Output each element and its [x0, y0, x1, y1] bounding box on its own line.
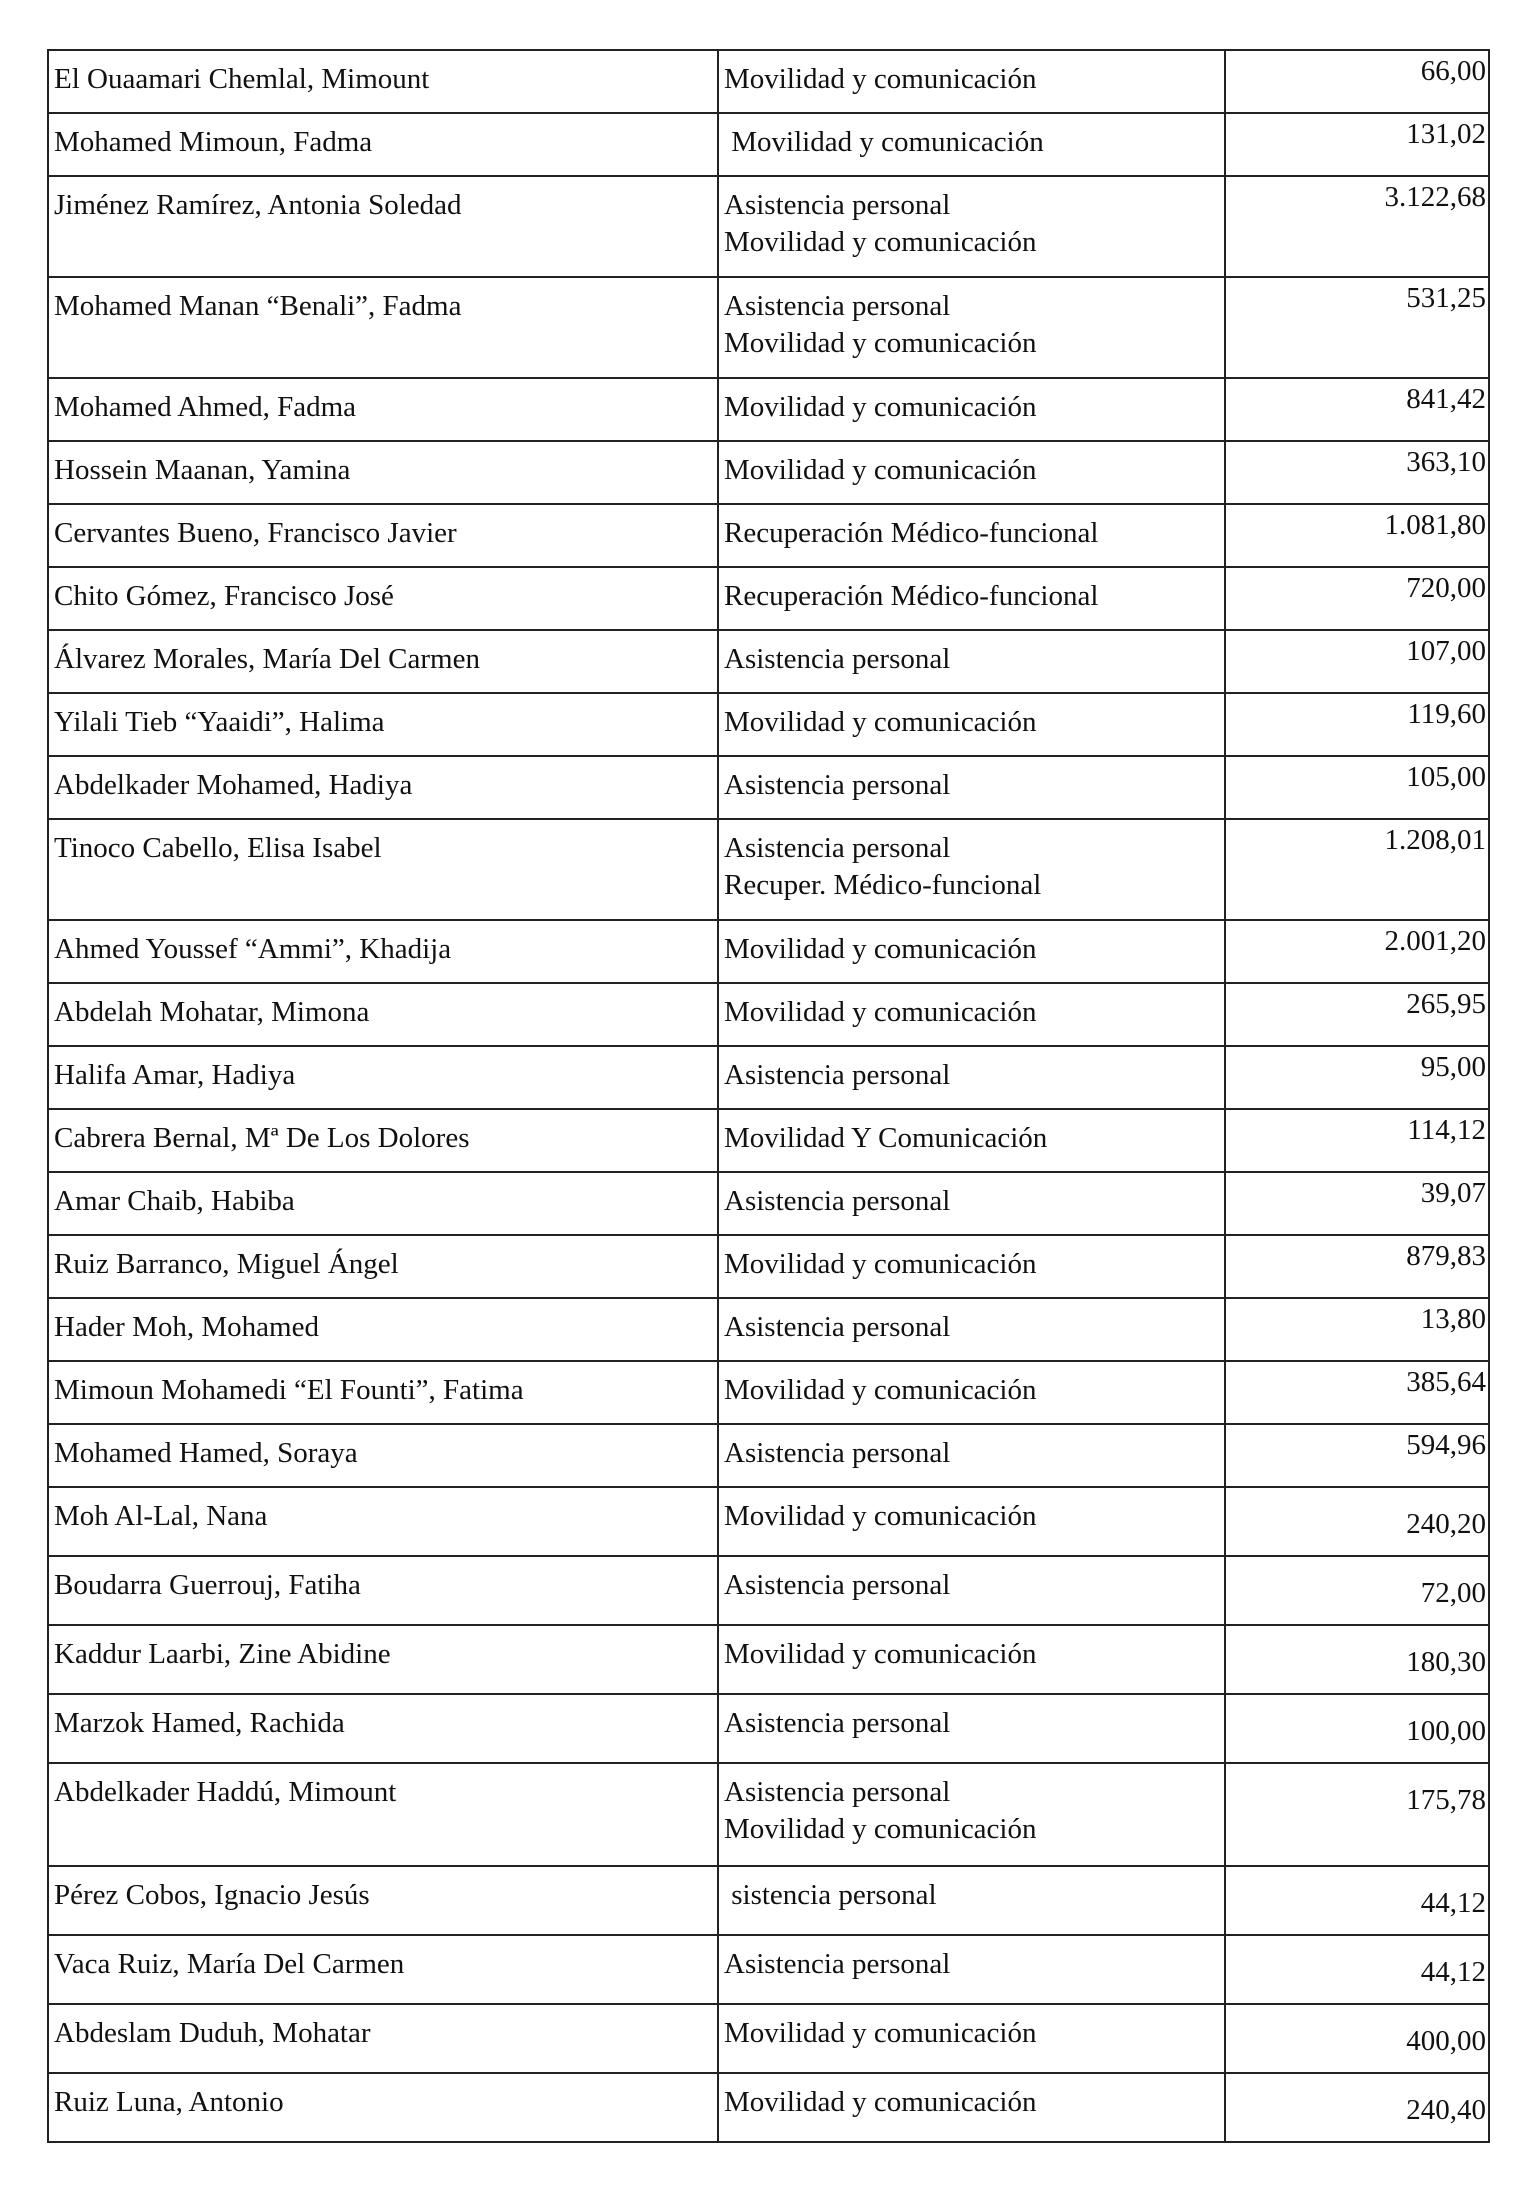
amount: 72,00	[1225, 1556, 1489, 1625]
beneficiary-name: Boudarra Guerrouj, Fatiha	[48, 1556, 718, 1625]
aid-type	[718, 378, 1225, 441]
aid-type-line: Asistencia personal	[724, 1948, 951, 1980]
beneficiary-name: Ahmed Youssef “Ammi”, Khadija	[48, 920, 718, 983]
aid-type	[718, 176, 1225, 277]
table-row	[48, 441, 1489, 504]
aid-type	[718, 1763, 1225, 1866]
amount: 265,95	[1225, 983, 1489, 1046]
beneficiary-name: Vaca Ruiz, María Del Carmen	[48, 1935, 718, 2004]
amount: 240,40	[1225, 2073, 1489, 2142]
table-row	[48, 176, 1489, 277]
table-row	[48, 920, 1489, 983]
aid-type	[718, 1625, 1225, 1694]
beneficiary-name: El Ouaamari Chemlal, Mimount	[48, 50, 718, 113]
aid-type	[718, 819, 1225, 920]
aid-type	[718, 1556, 1225, 1625]
beneficiary-name: Abdelah Mohatar, Mimona	[48, 983, 718, 1046]
aid-type-line: Movilidad y comunicación	[724, 2086, 1037, 2118]
table-row	[48, 1866, 1489, 1935]
aid-type	[718, 1694, 1225, 1763]
amount: 594,96	[1225, 1424, 1489, 1487]
grant-table	[47, 49, 1490, 2143]
aid-type-line: Asistencia personal	[724, 189, 951, 221]
table-row	[48, 756, 1489, 819]
aid-type-line: Movilidad y comunicación	[724, 1813, 1037, 1845]
aid-type	[718, 50, 1225, 113]
aid-type-line: Movilidad Y Comunicación	[724, 1122, 1048, 1154]
amount: 95,00	[1225, 1046, 1489, 1109]
table-row	[48, 567, 1489, 630]
aid-type-line: Movilidad y comunicación	[724, 63, 1037, 95]
aid-type-line: Movilidad y comunicación	[724, 126, 1044, 158]
aid-type-line: Asistencia personal	[724, 1776, 951, 1808]
aid-type-line: Movilidad y comunicación	[724, 1248, 1037, 1280]
table-row	[48, 1694, 1489, 1763]
amount: 119,60	[1225, 693, 1489, 756]
aid-type-line: Asistencia personal	[724, 832, 951, 864]
aid-type-line: Movilidad y comunicación	[724, 706, 1037, 738]
beneficiary-name: Halifa Amar, Hadiya	[48, 1046, 718, 1109]
table-row	[48, 1361, 1489, 1424]
aid-type	[718, 756, 1225, 819]
table-row	[48, 504, 1489, 567]
aid-type-line: Asistencia personal	[724, 1185, 951, 1217]
aid-type-line: Movilidad y comunicación	[724, 2017, 1037, 2049]
aid-type	[718, 1424, 1225, 1487]
amount: 2.001,20	[1225, 920, 1489, 983]
table-row	[48, 819, 1489, 920]
aid-type	[718, 441, 1225, 504]
beneficiary-name: Jiménez Ramírez, Antonia Soledad	[48, 176, 718, 277]
amount: 44,12	[1225, 1866, 1489, 1935]
amount: 107,00	[1225, 630, 1489, 693]
aid-type-line: Movilidad y comunicación	[724, 933, 1037, 965]
aid-type-line: Asistencia personal	[724, 769, 951, 801]
aid-type-line: Movilidad y comunicación	[724, 327, 1037, 359]
amount: 66,00	[1225, 50, 1489, 113]
beneficiary-name: Yilali Tieb “Yaaidi”, Halima	[48, 693, 718, 756]
table-row	[48, 1172, 1489, 1235]
beneficiary-name: Ruiz Barranco, Miguel Ángel	[48, 1235, 718, 1298]
beneficiary-name: Cervantes Bueno, Francisco Javier	[48, 504, 718, 567]
aid-type-line: Asistencia personal	[724, 1059, 951, 1091]
amount: 1.208,01	[1225, 819, 1489, 920]
aid-type-line: Movilidad y comunicación	[724, 1500, 1037, 1532]
aid-type	[718, 567, 1225, 630]
aid-type	[718, 2004, 1225, 2073]
amount: 879,83	[1225, 1235, 1489, 1298]
beneficiary-name: Abdelkader Haddú, Mimount	[48, 1763, 718, 1866]
aid-type-line: Movilidad y comunicación	[724, 391, 1037, 423]
aid-type-line: Recuper. Médico-funcional	[724, 869, 1042, 901]
beneficiary-name: Abdelkader Mohamed, Hadiya	[48, 756, 718, 819]
beneficiary-name: Mohamed Ahmed, Fadma	[48, 378, 718, 441]
beneficiary-name: Moh Al-Lal, Nana	[48, 1487, 718, 1556]
table-row	[48, 2073, 1489, 2142]
beneficiary-name: Marzok Hamed, Rachida	[48, 1694, 718, 1763]
beneficiary-name: Cabrera Bernal, Mª De Los Dolores	[48, 1109, 718, 1172]
beneficiary-name: Abdeslam Duduh, Mohatar	[48, 2004, 718, 2073]
beneficiary-name: Mohamed Mimoun, Fadma	[48, 113, 718, 176]
beneficiary-name: Mohamed Manan “Benali”, Fadma	[48, 277, 718, 378]
amount: 385,64	[1225, 1361, 1489, 1424]
aid-type	[718, 1235, 1225, 1298]
amount: 175,78	[1225, 1763, 1489, 1866]
aid-type-line: Movilidad y comunicación	[724, 454, 1037, 486]
beneficiary-name: Hader Moh, Mohamed	[48, 1298, 718, 1361]
aid-type	[718, 630, 1225, 693]
aid-type	[718, 1935, 1225, 2004]
beneficiary-name: Kaddur Laarbi, Zine Abidine	[48, 1625, 718, 1694]
amount: 105,00	[1225, 756, 1489, 819]
table-row	[48, 1625, 1489, 1694]
aid-type	[718, 504, 1225, 567]
amount: 841,42	[1225, 378, 1489, 441]
aid-type	[718, 1866, 1225, 1935]
table-row	[48, 1556, 1489, 1625]
beneficiary-name: Mohamed Hamed, Soraya	[48, 1424, 718, 1487]
aid-type	[718, 983, 1225, 1046]
amount: 531,25	[1225, 277, 1489, 378]
aid-type-line: Asistencia personal	[724, 1437, 951, 1469]
beneficiary-name: Ruiz Luna, Antonio	[48, 2073, 718, 2142]
table-row	[48, 378, 1489, 441]
table-row	[48, 2004, 1489, 2073]
beneficiary-name: Álvarez Morales, María Del Carmen	[48, 630, 718, 693]
amount: 363,10	[1225, 441, 1489, 504]
grant-rows	[48, 50, 1489, 2142]
beneficiary-name: Amar Chaib, Habiba	[48, 1172, 718, 1235]
amount: 39,07	[1225, 1172, 1489, 1235]
table-row	[48, 113, 1489, 176]
aid-type	[718, 277, 1225, 378]
aid-type-line: Asistencia personal	[724, 1707, 951, 1739]
table-row	[48, 983, 1489, 1046]
table-row	[48, 1424, 1489, 1487]
beneficiary-name: Mimoun Mohamedi “El Founti”, Fatima	[48, 1361, 718, 1424]
amount: 180,30	[1225, 1625, 1489, 1694]
aid-type-line: Asistencia personal	[724, 1569, 951, 1601]
aid-type	[718, 1046, 1225, 1109]
table-row	[48, 1935, 1489, 2004]
aid-type-line: Recuperación Médico-funcional	[724, 580, 1099, 612]
aid-type-line: Recuperación Médico-funcional	[724, 517, 1099, 549]
amount: 720,00	[1225, 567, 1489, 630]
table-row	[48, 1763, 1489, 1866]
aid-type-line: Movilidad y comunicación	[724, 996, 1037, 1028]
table-row	[48, 277, 1489, 378]
amount: 240,20	[1225, 1487, 1489, 1556]
amount: 131,02	[1225, 113, 1489, 176]
table-row	[48, 1235, 1489, 1298]
table-row	[48, 693, 1489, 756]
aid-type	[718, 2073, 1225, 2142]
beneficiary-name: Hossein Maanan, Yamina	[48, 441, 718, 504]
table-row	[48, 1109, 1489, 1172]
aid-type	[718, 1361, 1225, 1424]
amount: 13,80	[1225, 1298, 1489, 1361]
aid-type	[718, 113, 1225, 176]
amount: 44,12	[1225, 1935, 1489, 2004]
aid-type-line: Asistencia personal	[724, 290, 951, 322]
table-row	[48, 630, 1489, 693]
aid-type-line: Asistencia personal	[724, 643, 951, 675]
aid-type	[718, 1109, 1225, 1172]
amount: 400,00	[1225, 2004, 1489, 2073]
aid-type	[718, 693, 1225, 756]
amount: 3.122,68	[1225, 176, 1489, 277]
aid-type-line: Movilidad y comunicación	[724, 1374, 1037, 1406]
aid-type	[718, 1172, 1225, 1235]
table-row	[48, 1046, 1489, 1109]
amount: 1.081,80	[1225, 504, 1489, 567]
aid-type-line: sistencia personal	[724, 1879, 937, 1911]
amount: 100,00	[1225, 1694, 1489, 1763]
beneficiary-name: Tinoco Cabello, Elisa Isabel	[48, 819, 718, 920]
aid-type-line: Asistencia personal	[724, 1311, 951, 1343]
table-row	[48, 1298, 1489, 1361]
aid-type	[718, 920, 1225, 983]
aid-type-line: Movilidad y comunicación	[724, 226, 1037, 258]
amount: 114,12	[1225, 1109, 1489, 1172]
table-row	[48, 1487, 1489, 1556]
aid-type-line: Movilidad y comunicación	[724, 1638, 1037, 1670]
aid-type	[718, 1487, 1225, 1556]
aid-type	[718, 1298, 1225, 1361]
table-row	[48, 50, 1489, 113]
beneficiary-name: Pérez Cobos, Ignacio Jesús	[48, 1866, 718, 1935]
beneficiary-name: Chito Gómez, Francisco José	[48, 567, 718, 630]
